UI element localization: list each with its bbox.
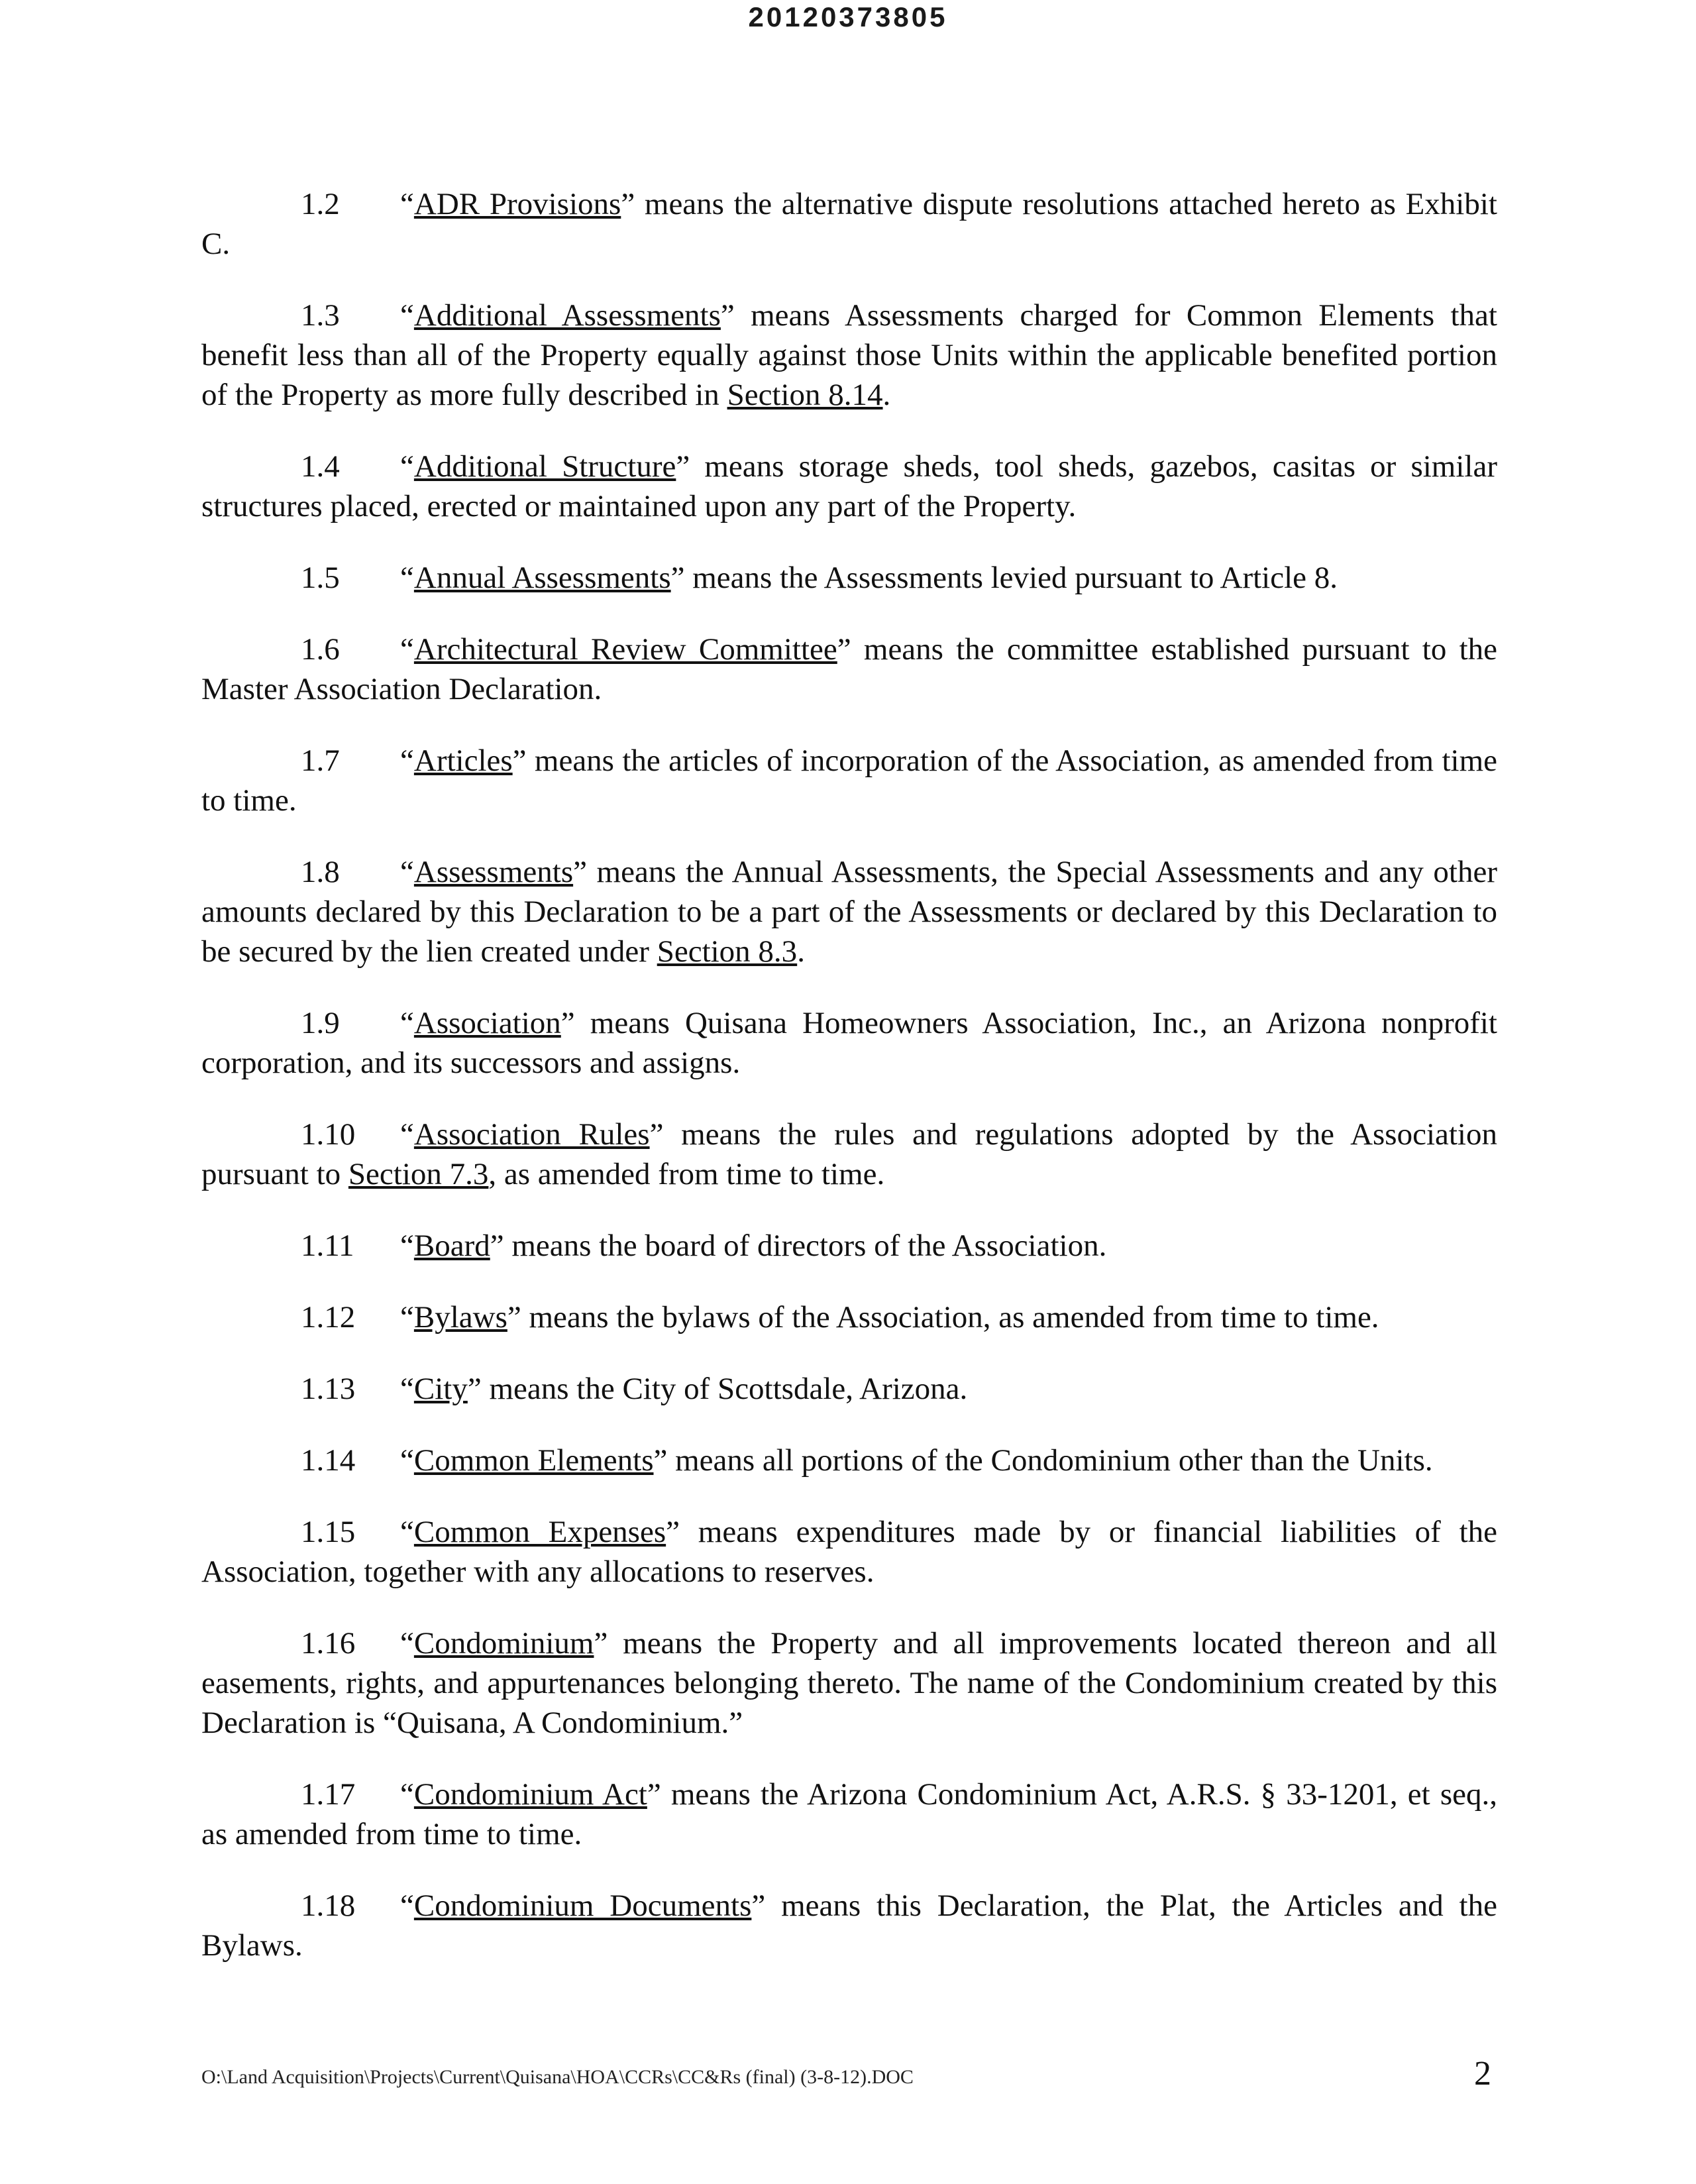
definition-paragraph: 1.2 “ADR Provisions” means the alternative dispute resolutions attached hereto as Exhibit C. [201, 184, 1497, 264]
defined-term: City [413, 1372, 468, 1406]
recording-number: 20120373805 [748, 1, 948, 32]
defined-term: Articles [413, 743, 513, 778]
definition-paragraph: 1.10 “Association Rules” means the rules and regulations adopted by the Association pursuant to Section 7.3, as amended from time to time. [201, 1115, 1497, 1194]
definition-paragraph: 1.4 “Additional Structure” means storage sheds, tool sheds, gazebos, casitas or similar structures placed, erected or maintained upon any part of the Property. [201, 447, 1497, 526]
section-number: 1.5 [301, 561, 340, 595]
section-reference: Section 8.3 [657, 934, 798, 969]
definition-text: ” means the bylaws of the Association, as amended from time to time. [507, 1300, 1379, 1335]
footer-file-path: O:\Land Acquisition\Projects\Current\Quisana\HOA\CCRs\CC&Rs (final) (3-8-12).DOC [201, 2066, 914, 2088]
definition-text: ” means Assessments charged for Common Elements that benefit less than all of the Property equally against those Units within the applicable benefited portion of the Property as more fully described in [201, 298, 1497, 412]
section-number: 1.16 [301, 1626, 356, 1661]
section-number: 1.4 [301, 449, 340, 484]
definition-text: ” means storage sheds, tool sheds, gazebos, casitas or similar structures placed, erected or maintained upon any part of the Property. [201, 449, 1497, 523]
defined-term: Condominium Act [413, 1777, 647, 1812]
section-number: 1.6 [301, 632, 340, 667]
definition-text: ” means all portions of the Condominium other than the Units. [653, 1443, 1433, 1478]
defined-term: Common Elements [413, 1443, 654, 1478]
definition-text: ” means the rules and regulations adopted by the Association pursuant to [201, 1117, 1497, 1191]
defined-term: Annual Assessments [413, 561, 671, 595]
section-number: 1.8 [301, 855, 340, 889]
defined-term: ADR Provisions [413, 187, 621, 221]
section-number: 1.7 [301, 743, 340, 778]
defined-term: Association Rules [413, 1117, 650, 1152]
section-number: 1.17 [301, 1777, 356, 1812]
defined-term: Common Expenses [413, 1515, 666, 1549]
defined-term: Board [413, 1228, 490, 1263]
definition-paragraph: 1.15 “Common Expenses” means expenditures made by or financial liabilities of the Association, together with any allocations to reserves. [201, 1512, 1497, 1592]
definition-paragraph: 1.5 “Annual Assessments” means the Assessments levied pursuant to Article 8. [201, 558, 1497, 598]
defined-term: Architectural Review Committee [413, 632, 837, 667]
section-number: 1.18 [301, 1888, 356, 1923]
defined-term: Condominium [413, 1626, 594, 1661]
defined-term: Additional Assessments [413, 298, 721, 333]
definition-text: ” means the board of directors of the Association. [490, 1228, 1107, 1263]
page-number: 2 [1474, 2055, 1491, 2093]
definition-text: ” means Quisana Homeowners Association, Inc., an Arizona nonprofit corporation, and its successors and assigns. [201, 1006, 1497, 1080]
section-reference: Section 8.14 [727, 378, 883, 412]
section-number: 1.3 [301, 298, 340, 333]
definition-paragraph: 1.17 “Condominium Act” means the Arizona Condominium Act, A.R.S. § 33-1201, et seq., as amended from time to time. [201, 1774, 1497, 1854]
defined-term: Additional Structure [413, 449, 676, 484]
section-number: 1.13 [301, 1372, 356, 1406]
definition-paragraph: 1.8 “Assessments” means the Annual Assessments, the Special Assessments and any other amounts declared by this Declaration to be a part of the Assessments or declared by this Declaration to be secured by the lien created under Section 8.3. [201, 852, 1497, 971]
definition-paragraph: 1.12 “Bylaws” means the bylaws of the Association, as amended from time to time. [201, 1297, 1497, 1337]
definition-text: ” means the alternative dispute resolutions attached hereto as Exhibit C. [201, 187, 1497, 261]
section-number: 1.10 [301, 1117, 356, 1152]
definition-text: ” means this Declaration, the Plat, the Articles and the Bylaws. [201, 1888, 1497, 1963]
definition-text: ” means the Annual Assessments, the Special Assessments and any other amounts declared by this Declaration to be a part of the Assessments or declared by this Declaration to be secured by the lien created under [201, 855, 1497, 969]
section-number: 1.11 [301, 1228, 354, 1263]
definition-paragraph: 1.7 “Articles” means the articles of incorporation of the Association, as amended from time to time. [201, 741, 1497, 820]
definition-paragraph: 1.13 “City” means the City of Scottsdale, Arizona. [201, 1369, 1497, 1409]
definition-text: ” means the committee established pursuant to the Master Association Declaration. [201, 632, 1497, 706]
defined-term: Condominium Documents [413, 1888, 752, 1923]
definition-paragraph: 1.14 “Common Elements” means all portions of the Condominium other than the Units. [201, 1441, 1497, 1480]
section-number: 1.2 [301, 187, 340, 221]
defined-term: Association [413, 1006, 561, 1040]
definition-paragraph: 1.9 “Association” means Quisana Homeowners Association, Inc., an Arizona nonprofit corporation, and its successors and assigns. [201, 1003, 1497, 1083]
definition-text: ” means the Assessments levied pursuant to Article 8. [670, 561, 1338, 595]
section-number: 1.12 [301, 1300, 356, 1335]
definition-text: ” means the City of Scottsdale, Arizona. [467, 1372, 968, 1406]
definition-text: ” means the articles of incorporation of the Association, as amended from time to time. [201, 743, 1497, 818]
definitions-section [201, 184, 1497, 1997]
definition-text: ” means the Property and all improvements located thereon and all easements, rights, and appurtenances belonging thereto. The name of the Condominium created by this Declaration is “Quisana, A Condominium.” [201, 1626, 1497, 1740]
defined-term: Assessments [413, 855, 574, 889]
definition-paragraph: 1.18 “Condominium Documents” means this Declaration, the Plat, the Articles and the Bylaws. [201, 1886, 1497, 1965]
definition-paragraph: 1.6 “Architectural Review Committee” means the committee established pursuant to the Master Association Declaration. [201, 629, 1497, 709]
section-number: 1.14 [301, 1443, 356, 1478]
section-number: 1.15 [301, 1515, 356, 1549]
definition-paragraph: 1.11 “Board” means the board of directors of the Association. [201, 1226, 1497, 1266]
definition-paragraph: 1.16 “Condominium” means the Property and all improvements located thereon and all easements, rights, and appurtenances belonging thereto. The name of the Condominium created by this Declaration is “Quisana, A Condominium.” [201, 1623, 1497, 1743]
definition-paragraph: 1.3 “Additional Assessments” means Assessments charged for Common Elements that benefit less than all of the Property equally against those Units within the applicable benefited portion of the Property as more fully described in Section 8.14. [201, 296, 1497, 415]
section-number: 1.9 [301, 1006, 340, 1040]
defined-term: Bylaws [413, 1300, 507, 1335]
definition-text: ” means expenditures made by or financial liabilities of the Association, together with any allocations to reserves. [201, 1515, 1498, 1589]
definition-text: ” means the Arizona Condominium Act, A.R.S. § 33-1201, et seq., as amended from time to time. [201, 1777, 1497, 1851]
section-reference: Section 7.3 [348, 1157, 489, 1191]
